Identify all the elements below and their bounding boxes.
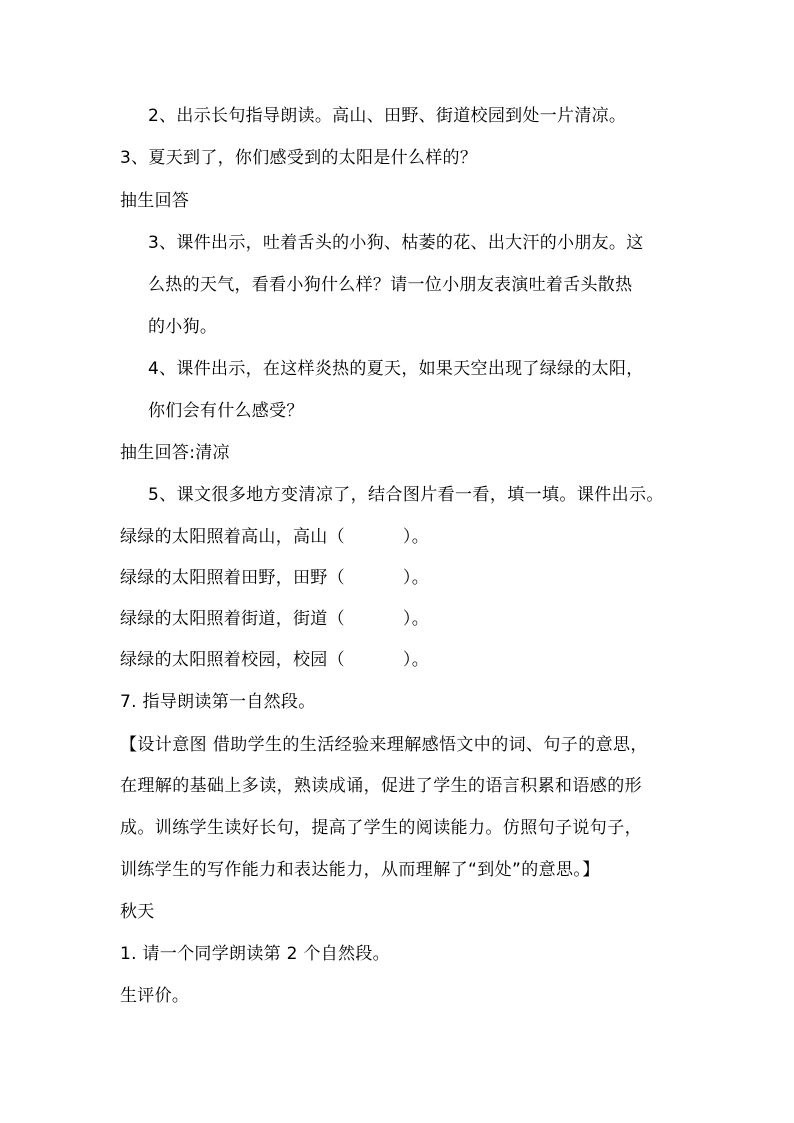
fill-blank-line — [120, 648, 429, 672]
fill-blank-suffix: ）。 — [402, 527, 430, 547]
paragraph-line: 生评价。 — [120, 986, 190, 1006]
paragraph-line: 的小狗。 — [148, 317, 218, 337]
paragraph-line: 1. 请一个同学朗读第 2 个自然段。 — [120, 944, 390, 964]
fill-blank-line — [120, 607, 429, 631]
paragraph-line: 3、课件出示，吐着舌头的小狗、枯萎的花、出大汗的小朋友。这 — [148, 233, 644, 253]
paragraph-line: 成。训练学生读好长句，提高了学生的阅读能力。仿照句子说句子， — [120, 818, 642, 838]
fill-blank-prefix: 绿绿的太阳照着高山，高山（ — [120, 527, 345, 547]
fill-blank-suffix: ）。 — [402, 650, 430, 670]
fill-blank-prefix: 绿绿的太阳照着街道，街道（ — [120, 609, 345, 629]
fill-blank-suffix: ）。 — [402, 568, 430, 588]
fill-blank-suffix: ）。 — [402, 609, 430, 629]
paragraph-line: 么热的天气，看看小狗什么样？请一位小朋友表演吐着舌头散热 — [148, 275, 633, 295]
paragraph-line: 2、出示长句指导朗读。高山、田野、街道校园到处一片清凉。 — [148, 106, 627, 126]
paragraph-line: 在理解的基础上多读，熟读成诵，促进了学生的语言积累和语感的形 — [120, 776, 642, 796]
paragraph-line: 抽生回答:清凉 — [120, 443, 230, 463]
fill-blank-prefix: 绿绿的太阳照着校园，校园（ — [120, 650, 345, 670]
paragraph-line: 7. 指导朗读第一自然段。 — [120, 692, 316, 712]
section-heading: 秋天 — [120, 902, 155, 922]
paragraph-line: 5、课文很多地方变清凉了，结合图片看一看，填一填。课件出示。 — [148, 485, 664, 505]
paragraph-line: 3、夏天到了，你们感受到的太阳是什么样的？ — [120, 148, 478, 168]
fill-blank-line — [120, 566, 429, 590]
fill-blank-line — [120, 525, 429, 549]
paragraph-line: 【设计意图 借助学生的生活经验来理解感悟文中的词、句子的意思， — [120, 735, 648, 755]
paragraph-line: 4、课件出示，在这样炎热的夏天，如果天空出现了绿绿的太阳， — [148, 359, 644, 379]
paragraph-line: 抽生回答 — [120, 191, 190, 211]
paragraph-line: 训练学生的写作能力和表达能力，从而理解了“到处”的意思。】 — [120, 860, 600, 880]
fill-blank-prefix: 绿绿的太阳照着田野，田野（ — [120, 568, 345, 588]
paragraph-line: 你们会有什么感受？ — [148, 401, 304, 421]
